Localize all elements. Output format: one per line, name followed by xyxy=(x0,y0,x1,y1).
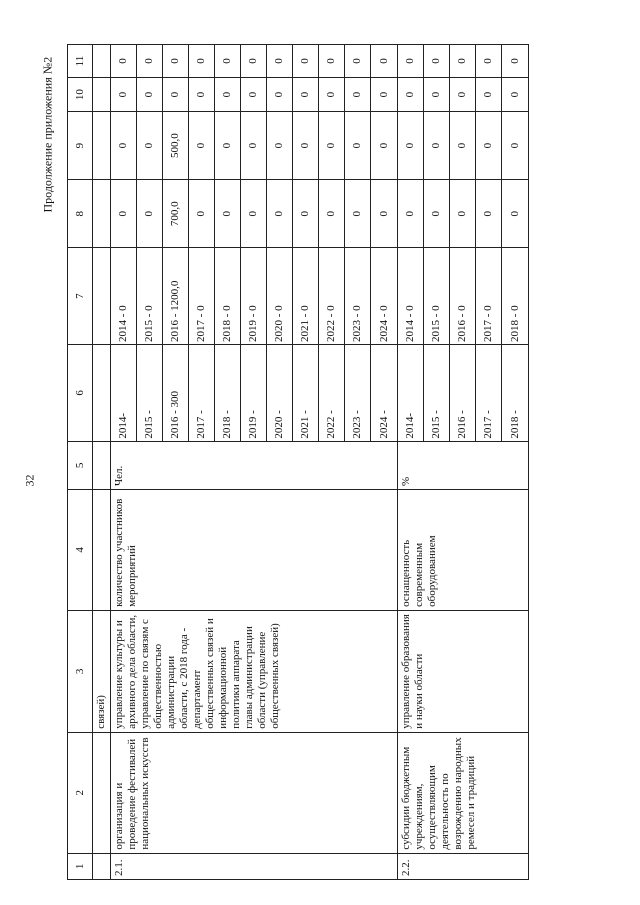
funding-total-line: 2014 - 0 xyxy=(111,248,137,344)
funding-col11-line: 0 xyxy=(319,45,345,77)
col-header-9: 9 xyxy=(68,112,93,180)
funding-col11 xyxy=(398,45,529,78)
funding-col8-line: 0 xyxy=(476,180,502,247)
indicator-values-line: 2021 - xyxy=(293,345,319,441)
funding-col10-line: 0 xyxy=(450,78,476,111)
funding-col9-line: 0 xyxy=(345,112,371,179)
funding-col8 xyxy=(111,180,398,248)
col-header-7: 7 xyxy=(68,248,93,345)
funding-col10-line: 0 xyxy=(163,78,189,111)
indicator-values-line: 2016 - xyxy=(450,345,476,441)
header-row xyxy=(68,45,93,880)
funding-col10-line: 0 xyxy=(293,78,319,111)
measure-name: субсидии бюджетным учреждениям, осуществляющим деятельность по возрождению народных ремесел и традиций xyxy=(398,732,529,853)
funding-col8-line: 0 xyxy=(319,180,345,247)
funding-col9-line: 0 xyxy=(398,112,424,179)
funding-col10-line: 0 xyxy=(377,91,390,98)
funding-total-line: 2021 - 0 xyxy=(293,248,319,344)
indicator-values-line: 2018 - xyxy=(508,410,521,439)
funding-total-line: 2017 - 0 xyxy=(476,248,502,344)
funding-total xyxy=(111,248,398,345)
funding-col8-line: 0 xyxy=(398,180,424,247)
funding-col9-line: 0 xyxy=(450,112,476,179)
funding-col9-line: 0 xyxy=(319,112,345,179)
funding-total-line: 2016 - 1200,0 xyxy=(163,248,189,344)
funding-col8 xyxy=(398,180,529,248)
col-header-8: 8 xyxy=(68,180,93,248)
funding-col8-line: 0 xyxy=(267,180,293,247)
funding-total-line: 2017 - 0 xyxy=(189,248,215,344)
table-row xyxy=(111,45,398,880)
indicator-values-line: 2018 - xyxy=(215,345,241,441)
indicator-values-line: 2014- xyxy=(111,345,137,441)
funding-total xyxy=(398,248,529,345)
funding-col10-line: 0 xyxy=(215,78,241,111)
funding-col8-line: 0 xyxy=(377,211,390,217)
funding-total-line: 2023 - 0 xyxy=(345,248,371,344)
funding-total-line: 2018 - 0 xyxy=(215,248,241,344)
col-header-1: 1 xyxy=(68,853,93,879)
funding-col10-line: 0 xyxy=(267,78,293,111)
funding-col11-line: 0 xyxy=(508,58,521,64)
col-header-3: 3 xyxy=(68,610,93,732)
indicator-values-line: 2020 - xyxy=(267,345,293,441)
funding-col10 xyxy=(398,78,529,112)
funding-col9-line: 0 xyxy=(508,142,521,149)
indicator-name: количество участников мероприятий xyxy=(111,490,398,611)
funding-col8-line: 700,0 xyxy=(163,180,189,247)
funding-col9-line: 0 xyxy=(189,112,215,179)
funding-col10-line: 0 xyxy=(398,78,424,111)
funding-col11-line: 0 xyxy=(345,45,371,77)
indicator-values-line: 2014- xyxy=(398,345,424,441)
indicator-values-line: 2017 - xyxy=(476,345,502,441)
funding-col9-line: 0 xyxy=(424,112,450,179)
row-number: 2.1. xyxy=(111,853,398,879)
funding-col9-line: 0 xyxy=(215,112,241,179)
row-number: 2.2. xyxy=(398,853,529,879)
col-header-10: 10 xyxy=(68,78,93,112)
funding-col8-line: 0 xyxy=(215,180,241,247)
funding-col11-line: 0 xyxy=(111,45,137,77)
funding-col8-line: 0 xyxy=(111,180,137,247)
col-header-11: 11 xyxy=(68,45,93,78)
funding-col10-line: 0 xyxy=(508,91,521,98)
funding-col8-line: 0 xyxy=(293,180,319,247)
funding-col10-line: 0 xyxy=(345,78,371,111)
continuation-row xyxy=(93,45,111,880)
funding-col10-line: 0 xyxy=(241,78,267,111)
funding-col9-line: 0 xyxy=(476,112,502,179)
funding-col8-line: 0 xyxy=(241,180,267,247)
funding-col11-line: 0 xyxy=(267,45,293,77)
col-header-5: 5 xyxy=(68,441,93,489)
funding-col11-line: 0 xyxy=(293,45,319,77)
funding-col9 xyxy=(111,112,398,180)
indicator-values-line: 2015 - xyxy=(424,345,450,441)
executor: управление образования и науки области xyxy=(398,610,529,732)
funding-total-line: 2020 - 0 xyxy=(267,248,293,344)
funding-col11-line: 0 xyxy=(424,45,450,77)
funding-col9-line: 0 xyxy=(377,142,390,149)
funding-col8-line: 0 xyxy=(450,180,476,247)
col-header-4: 4 xyxy=(68,490,93,611)
funding-col9-line: 0 xyxy=(267,112,293,179)
funding-total-line: 2019 - 0 xyxy=(241,248,267,344)
unit: Чел. xyxy=(111,441,398,489)
funding-col8-line: 0 xyxy=(345,180,371,247)
funding-col9-line: 0 xyxy=(111,112,137,179)
indicator-values xyxy=(398,345,529,442)
funding-total-line: 2018 - 0 xyxy=(508,305,521,342)
indicator-values-line: 2016 - 300 xyxy=(163,345,189,441)
col-header-6: 6 xyxy=(68,345,93,442)
funding-col9-line: 500,0 xyxy=(163,112,189,179)
executor: управление культуры и архивного дела области, управление по связям с общественностью администрации области, с 2018 года - департамент общественных связей и информационной политики аппарата главы администрации области (управление общественных связей) xyxy=(111,610,398,732)
indicator-values-line: 2022 - xyxy=(319,345,345,441)
appendix-continuation-note: Продолжение приложения №2 xyxy=(40,56,55,213)
funding-col11-line: 0 xyxy=(377,58,390,64)
funding-col10-line: 0 xyxy=(476,78,502,111)
measure-name: организация и проведение фестивалей национальных искусств xyxy=(111,732,398,853)
funding-col11-line: 0 xyxy=(189,45,215,77)
col-header-2: 2 xyxy=(68,732,93,853)
indicator-values-line: 2023 - xyxy=(345,345,371,441)
funding-col9-line: 0 xyxy=(137,112,163,179)
funding-total-line: 2024 - 0 xyxy=(377,305,390,342)
funding-col10-line: 0 xyxy=(189,78,215,111)
funding-col9-line: 0 xyxy=(293,112,319,179)
funding-col10-line: 0 xyxy=(137,78,163,111)
funding-col11-line: 0 xyxy=(137,45,163,77)
funding-total-line: 2016 - 0 xyxy=(450,248,476,344)
funding-col10-line: 0 xyxy=(424,78,450,111)
funding-col11-line: 0 xyxy=(476,45,502,77)
indicator-values-line: 2015 - xyxy=(137,345,163,441)
funding-col10-line: 0 xyxy=(111,78,137,111)
funding-col11 xyxy=(111,45,398,78)
indicator-values xyxy=(111,345,398,442)
measures-table xyxy=(67,44,529,880)
funding-col8-line: 0 xyxy=(137,180,163,247)
funding-total-line: 2014 - 0 xyxy=(398,248,424,344)
funding-col11-line: 0 xyxy=(163,45,189,77)
funding-col10-line: 0 xyxy=(319,78,345,111)
funding-col11-line: 0 xyxy=(215,45,241,77)
funding-total-line: 2015 - 0 xyxy=(137,248,163,344)
funding-col8-line: 0 xyxy=(508,211,521,217)
indicator-values-line: 2017 - xyxy=(189,345,215,441)
page-number: 32 xyxy=(22,474,37,487)
funding-col9-line: 0 xyxy=(241,112,267,179)
funding-col11-line: 0 xyxy=(398,45,424,77)
continuation-text: связей) xyxy=(93,610,111,732)
unit: % xyxy=(398,441,529,489)
indicator-values-line: 2024 - xyxy=(377,410,390,439)
funding-col10 xyxy=(111,78,398,112)
funding-col11-line: 0 xyxy=(450,45,476,77)
indicator-values-line: 2019 - xyxy=(241,345,267,441)
funding-col8-line: 0 xyxy=(424,180,450,247)
funding-col9 xyxy=(398,112,529,180)
rotated-table-container xyxy=(67,44,579,880)
funding-col11-line: 0 xyxy=(241,45,267,77)
indicator-name: оснащенность современным оборудованием xyxy=(398,490,529,611)
funding-total-line: 2015 - 0 xyxy=(424,248,450,344)
funding-total-line: 2022 - 0 xyxy=(319,248,345,344)
table-row xyxy=(398,45,529,880)
funding-col8-line: 0 xyxy=(189,180,215,247)
